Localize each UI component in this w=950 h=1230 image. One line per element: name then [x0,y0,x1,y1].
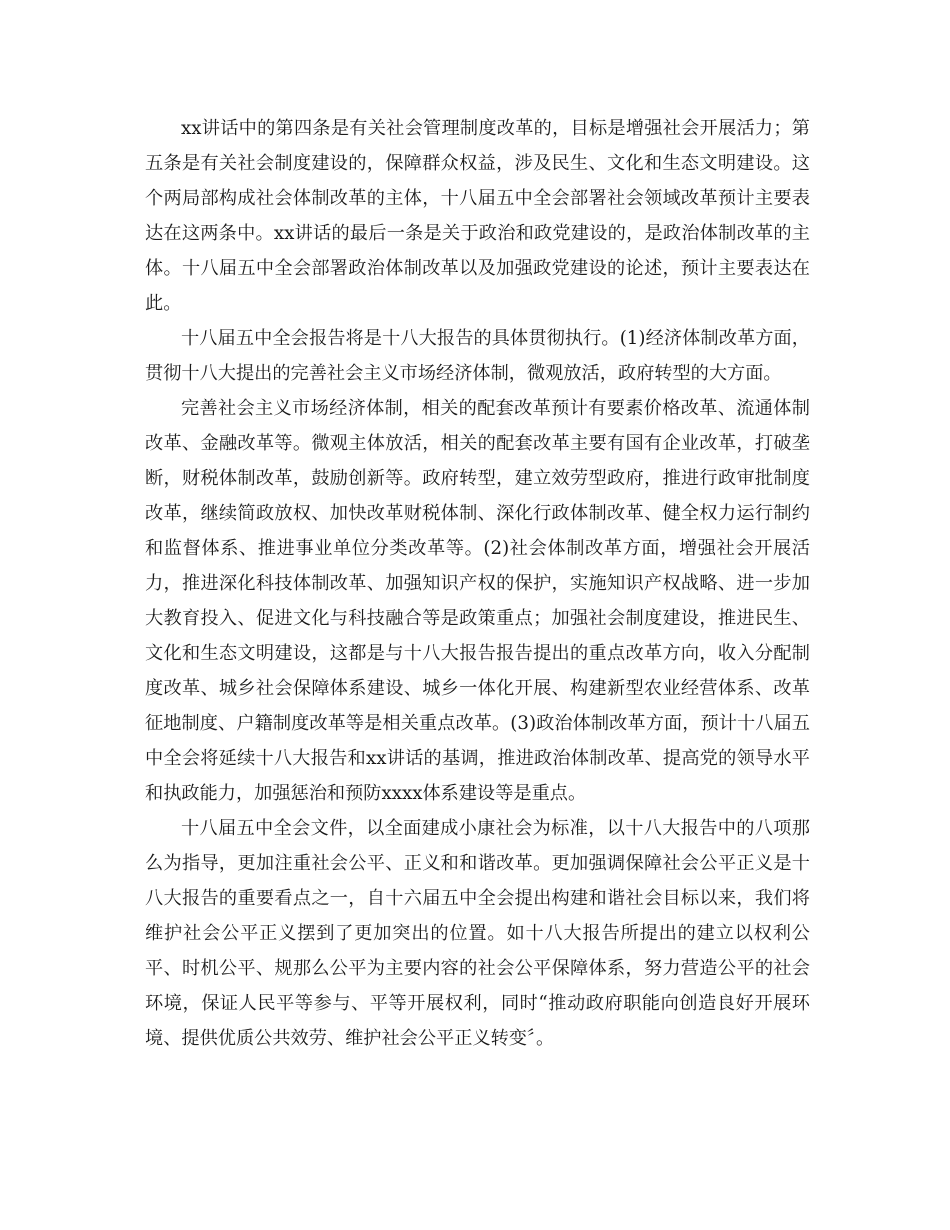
document-body [145,111,810,1056]
paragraph-4: 十八届五中全会文件，以全面建成小康社会为标准，以十八大报告中的八项那么为指导，更加注重社会公平、正义和和谐改革。更加强调保障社会公平正义是十八大报告的重要看点之一，自十六届五中全会提出构建和谐社会目标以来，我们将维护社会公平正义摆到了更加突出的位置。如十八大报告所提出的建立以权利公平、时机公平、规那么公平为主要内容的社会公平保障体系，努力营造公平的社会环境，保证人民平等参与、平等开展权利，同时“推动政府职能向创造良好开展环境、提供优质公共效劳、维护社会公平正义转变〞。 [145,818,810,1049]
paragraph-1: xx讲话中的第四条是有关社会管理制度改革的，目标是增强社会开展活力；第五条是有关社会制度建设的，保障群众权益，涉及民生、文化和生态文明建设。这个两局部构成社会体制改革的主体，十八届五中全会部署社会领域改革预计主要表达在这两条中。xx讲话的最后一条是关于政治和政党建设的，是政治体制改革的主体。十八届五中全会部署政治体制改革以及加强政党建设的论述，预计主要表达在此。 [145,118,810,314]
paragraph-2: 十八届五中全会报告将是十八大报告的具体贯彻执行。(1)经济体制改革方面，贯彻十八大提出的完善社会主义市场经济体制，微观放活，政府转型的大方面。 [145,328,810,384]
paragraph-3: 完善社会主义市场经济体制，相关的配套改革预计有要素价格改革、流通体制改革、金融改革等。微观主体放活，相关的配套改革主要有国有企业改革，打破垄断，财税体制改革，鼓励创新等。政府转型，建立效劳型政府，推进行政审批制度改革，继续简政放权、加快改革财税体制、深化行政体制改革、健全权力运行制约和监督体系、推进事业单位分类改革等。(2)社会体制改革方面，增强社会开展活力，推进深化科技体制改革、加强知识产权的保护，实施知识产权战略、进一步加大教育投入、促进文化与科技融合等是政策重点；加强社会制度建设，推进民生、文化和生态文明建设，这都是与十八大报告报告提出的重点改革方向，收入分配制度改革、城乡社会保障体系建设、城乡一体化开展、构建新型农业经营体系、改革征地制度、户籍制度改革等是相关重点改革。(3)政治体制改革方面，预计十八届五中全会将延续十八大报告和xx讲话的基调，推进政治体制改革、提高党的领导水平和执政能力，加强惩治和预防xxxx体系建设等是重点。 [145,398,810,804]
